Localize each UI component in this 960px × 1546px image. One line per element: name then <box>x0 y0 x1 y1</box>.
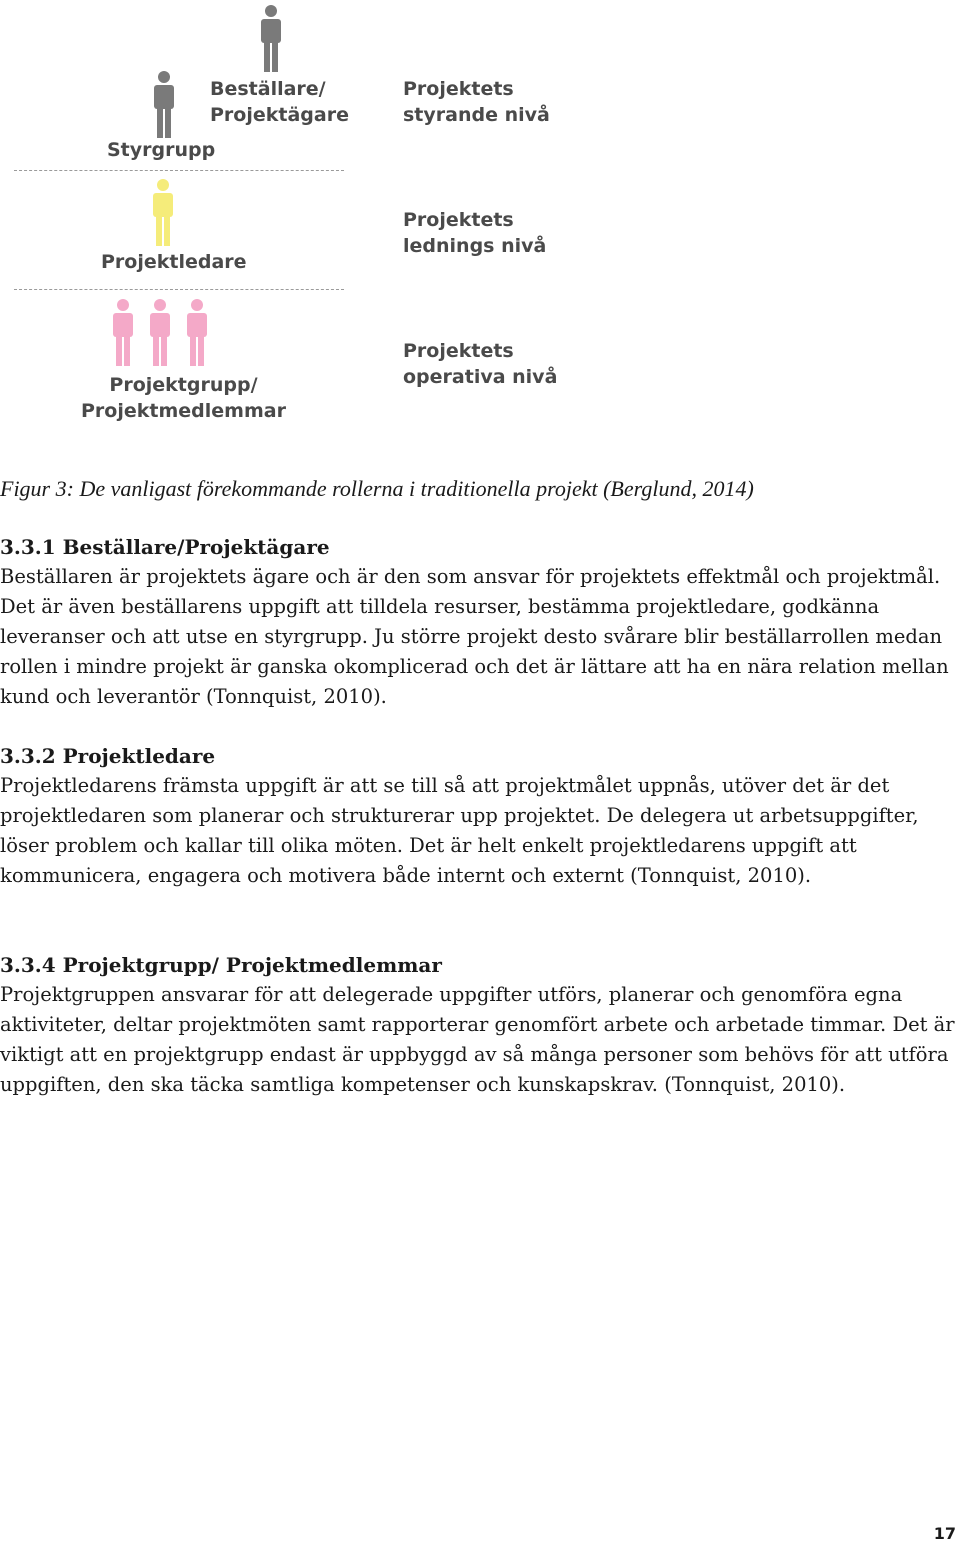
section-projektledare <box>0 741 955 891</box>
section-body: Projektgruppen ansvarar för att delegerade uppgifter utförs, planerar och genomföra egna aktiviteter, deltar projektmöten samt rapporterar genomfört arbete och arbetade timmar. Det är viktigt att en projektgrupp endast är uppbyggd av så många personer som behövs för att utföra uppgiften, den ska täcka samtliga kompetenser och kunskapskrav. (Tonnquist, 2010). <box>0 983 955 1096</box>
section-body: Beställaren är projektets ägare och är den som ansvar för projektets effektmål och projektmål. Det är även beställarens uppgift att tilldela resurser, bestämma projektledare, godkänna leveranser och att utse en styrgrupp. Ju större projekt desto svårare blir beställarrollen medan rollen i mindre projekt är ganska okomplicerad och det är lättare att ha en nära relation mellan kund och leverantör (Tonnquist, 2010). <box>0 565 949 708</box>
person-styrgrupp-icon <box>149 70 179 138</box>
role-projektgrupp-label: Projektgrupp/ Projektmedlemmar <box>81 374 286 422</box>
person-projektgrupp-icon <box>182 298 212 366</box>
level-lednings-line2: lednings nivå <box>403 235 547 257</box>
level-styrande-line2: styrande nivå <box>403 104 550 126</box>
person-projektgrupp-icon <box>145 298 175 366</box>
section-projektgrupp <box>0 950 955 1100</box>
role-bestallare-label: Beställare/ Projektägare <box>210 78 349 126</box>
section-body: Projektledarens främsta uppgift är att se till så att projektmålet uppnås, utöver det är det projektledaren som planerar och strukturerar upp projektet. De delegera ut arbetsuppgifter, löser problem och kallar till olika möten. Det är helt enkelt projektledarens uppgift att kommunicera, engagera och motivera både internt och externt (Tonnquist, 2010). <box>0 774 919 887</box>
level-operativa-line1: Projektets <box>403 340 514 362</box>
section-heading: 3.3.2 Projektledare <box>0 744 216 768</box>
level-divider <box>14 289 344 290</box>
section-bestallare <box>0 532 955 712</box>
page-number: 17 <box>933 1524 956 1543</box>
role-projektledare-label: Projektledare <box>101 251 247 273</box>
person-bestallare-icon <box>256 4 286 72</box>
person-projektledare-icon <box>148 178 178 246</box>
level-lednings-line1: Projektets <box>403 209 514 231</box>
figure-caption: Figur 3: De vanligast förekommande rollerna i traditionella projekt (Berglund, 2014) <box>0 476 754 501</box>
section-heading: 3.3.1 Beställare/Projektägare <box>0 535 330 559</box>
level-divider <box>14 170 344 171</box>
roles-figure <box>0 0 960 440</box>
level-styrande-line1: Projektets <box>403 78 514 100</box>
section-heading: 3.3.4 Projektgrupp/ Projektmedlemmar <box>0 953 442 977</box>
role-styrgrupp-label: Styrgrupp <box>107 139 216 161</box>
level-operativa-line2: operativa nivå <box>403 366 558 388</box>
person-projektgrupp-icon <box>108 298 138 366</box>
